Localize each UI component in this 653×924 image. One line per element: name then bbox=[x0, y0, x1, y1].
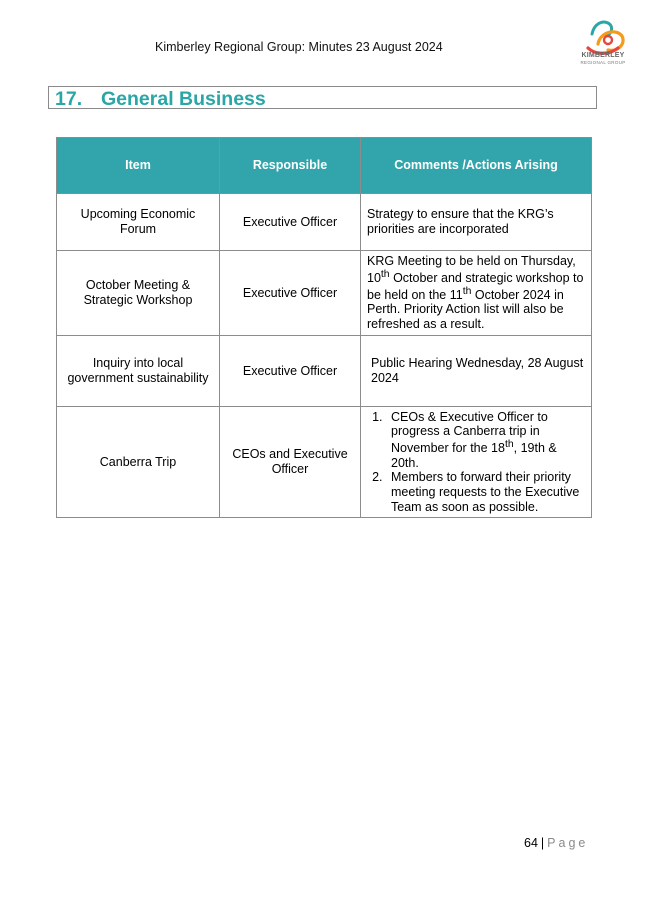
section-number: 17. bbox=[55, 88, 83, 110]
logo-subtitle: REGIONAL GROUP bbox=[580, 60, 626, 65]
ordinal-suffix: th bbox=[380, 268, 390, 280]
action-item bbox=[386, 410, 585, 471]
action-list bbox=[367, 410, 585, 515]
general-business-table bbox=[56, 137, 592, 518]
ordinal-suffix: th bbox=[462, 285, 472, 297]
cell-item: Inquiry into local government sustainability bbox=[57, 336, 220, 407]
table-row bbox=[57, 336, 592, 407]
cell-comment bbox=[361, 251, 592, 336]
cell-comment bbox=[361, 407, 592, 518]
page-footer bbox=[524, 836, 588, 850]
cell-responsible: Executive Officer bbox=[220, 194, 361, 251]
column-header-item: Item bbox=[57, 138, 220, 194]
cell-comment: Strategy to ensure that the KRG’s priorities are incorporated bbox=[361, 194, 592, 251]
cell-responsible: Executive Officer bbox=[220, 251, 361, 336]
table-header-row bbox=[57, 138, 592, 194]
ordinal-suffix: th bbox=[504, 438, 514, 450]
section-title: General Business bbox=[101, 88, 266, 110]
comment-text: KRG Meeting to be held on Thursday, 10 bbox=[367, 254, 576, 286]
table-row bbox=[57, 194, 592, 251]
action-item bbox=[386, 470, 585, 514]
table-row bbox=[57, 407, 592, 518]
cell-item: October Meeting & Strategic Workshop bbox=[57, 251, 220, 336]
action-text: Members to forward their priority meeting requests to the Executive Team as soon as possible. bbox=[391, 470, 580, 514]
document-header-title: Kimberley Regional Group: Minutes 23 August 2024 bbox=[155, 40, 443, 54]
cell-responsible: CEOs and Executive Officer bbox=[220, 407, 361, 518]
logo-wordmark: KIMBERLEY bbox=[581, 52, 625, 59]
action-text: , 19th & 20th. bbox=[391, 441, 557, 470]
action-text: CEOs & Executive Officer to progress a Canberra trip in November for the 18 bbox=[391, 409, 548, 456]
table-row bbox=[57, 251, 592, 336]
cell-responsible: Executive Officer bbox=[220, 336, 361, 407]
section-heading-box bbox=[48, 86, 597, 109]
comment-text: October and strategic workshop to be held on the 11 bbox=[367, 271, 584, 302]
section-heading bbox=[55, 88, 266, 111]
column-header-comments: Comments /Actions Arising bbox=[361, 138, 592, 194]
page-number: 64 bbox=[524, 836, 538, 850]
cell-item: Upcoming Economic Forum bbox=[57, 194, 220, 251]
page-label: Page bbox=[547, 836, 589, 850]
cell-item: Canberra Trip bbox=[57, 407, 220, 518]
footer-separator: | bbox=[540, 836, 545, 850]
column-header-responsible: Responsible bbox=[220, 138, 361, 194]
comment-text: October 2024 in Perth. Priority Action list will also be refreshed as a result. bbox=[367, 287, 564, 332]
cell-comment: Public Hearing Wednesday, 28 August 2024 bbox=[361, 336, 592, 407]
